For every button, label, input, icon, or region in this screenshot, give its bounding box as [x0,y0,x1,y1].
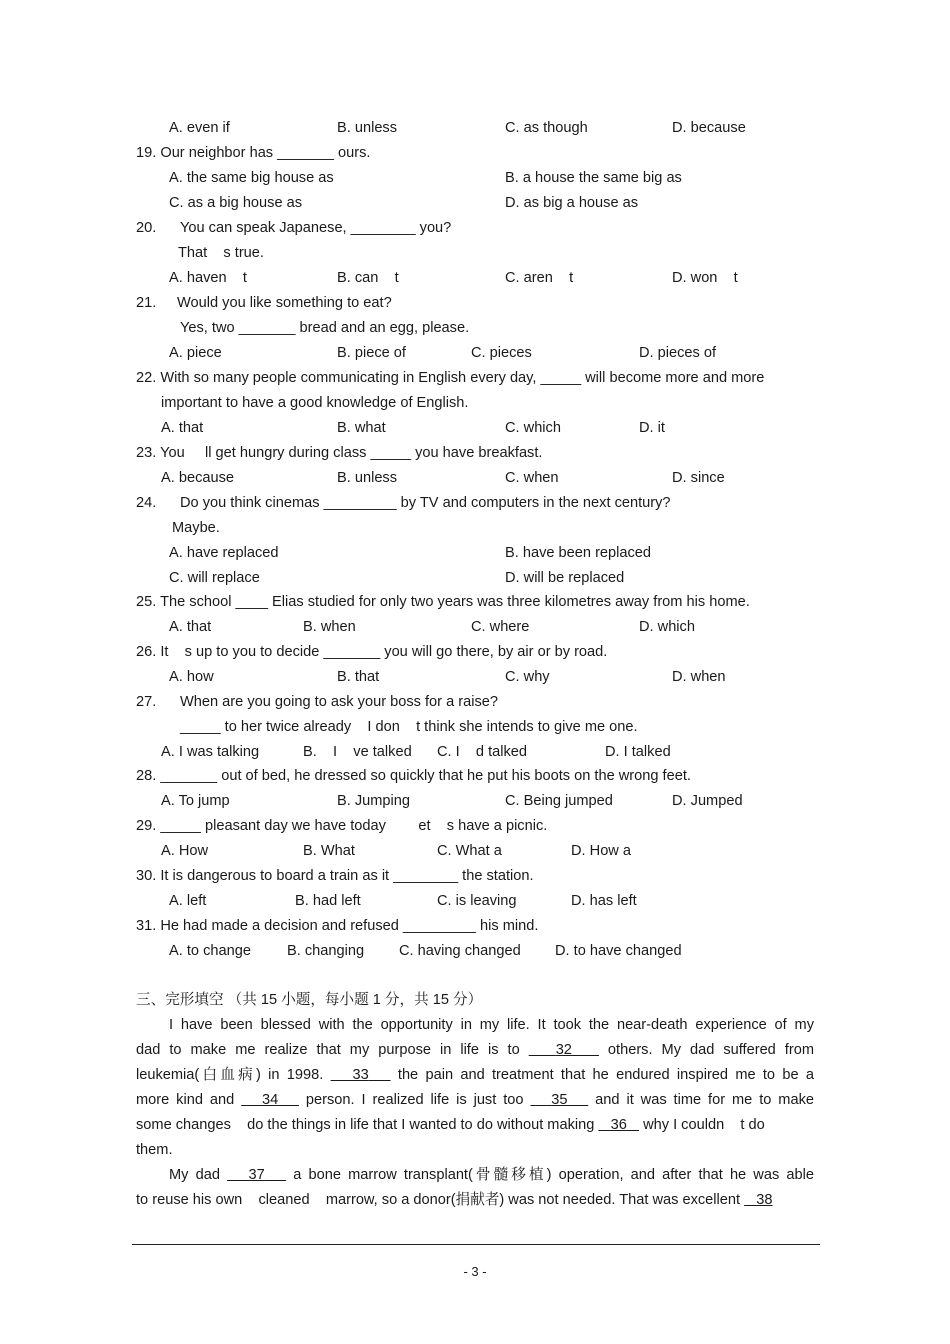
cloze-text: a bone marrow transplant(骨髓移植) operation, and after that he was able [293,1167,814,1183]
q19-option-d: D. as big a house as [505,195,639,211]
q23-option-b: B. unless [337,470,398,486]
cloze-p1-line6: them. [136,1142,173,1158]
q30-option-d: D. has left [571,893,637,909]
cloze-text: others. My dad suffered from [607,1042,814,1058]
blank-32: 32 [555,1042,572,1058]
cloze-text: leukemia(白血病) in 1998. [136,1067,324,1083]
q24-option-a: A. have replaced [169,545,279,561]
cloze-text: the pain and treatment that he endured inspired me to be a [397,1067,814,1083]
q28-option-a: A. To jump [161,793,230,809]
q21-reply: Yes, two _______ bread and an egg, please. [180,320,470,336]
blank-36: 36 [610,1117,627,1133]
q24-reply: Maybe. [172,520,220,536]
cloze-text: person. I realized life is just too [305,1092,524,1108]
q20-option-b: B. can t [337,270,399,286]
cloze-text: dad to make me realize that my purpose in life is to [136,1042,520,1058]
q30-stem: 30. It is dangerous to board a train as it ________ the station. [136,868,534,884]
q29-option-c: C. What a [437,843,502,859]
q22-option-a: A. that [161,420,204,436]
q21-number: 21. [136,295,157,311]
q24-number: 24. [136,495,157,511]
q21-stem: Would you like something to eat? [177,295,392,311]
blank-35: 35 [551,1092,568,1108]
q31-option-b: B. changing [287,943,365,959]
q28-option-d: D. Jumped [672,793,743,809]
q22-option-d: D. it [639,420,665,436]
q25-stem: 25. The school ____ Elias studied for only two years was three kilometres away from his home. [136,594,750,610]
q22-option-b: B. what [337,420,386,436]
blank-37: 37 [248,1167,265,1183]
cloze-p2-line1 [169,1166,814,1184]
cloze-p1-line4 [136,1091,814,1109]
q26-option-c: C. why [505,669,550,685]
q20-number: 20. [136,220,157,236]
blank-33: 33 [352,1067,369,1083]
q30-option-b: B. had left [295,893,361,909]
q29-option-a: A. How [161,843,209,859]
q18-option-b: B. unless [337,120,398,136]
cloze-text: and it was time for me to make [595,1092,814,1108]
cloze-text: to reuse his own cleaned marrow, so a donor(捐献者) was not needed. That was excellent [136,1192,741,1208]
q27-option-a: A. I was talking [161,744,260,760]
page-number: - 3 - [463,1264,487,1279]
q20-stem: You can speak Japanese, ________ you? [180,220,452,236]
q22-option-c: C. which [505,420,561,436]
q29-option-d: D. How a [571,843,632,859]
q30-option-a: A. left [169,893,207,909]
cloze-p1-line2 [136,1041,814,1059]
q23-option-d: D. since [672,470,725,486]
q26-option-a: A. how [169,669,214,685]
q28-stem: 28. _______ out of bed, he dressed so quickly that he put his boots on the wrong feet. [136,768,691,784]
cloze-text: why I couldn t do [643,1117,765,1133]
q25-option-d: D. which [639,619,695,635]
blank-38: 38 [756,1192,773,1208]
q19-stem: 19. Our neighbor has _______ ours. [136,145,371,161]
q25-option-b: B. when [303,619,356,635]
cloze-p2-line2 [136,1191,773,1209]
q27-reply: _____ to her twice already I don t think she intends to give me one. [180,719,638,735]
q30-option-c: C. is leaving [437,893,517,909]
q23-option-a: A. because [161,470,235,486]
cloze-text: My dad [169,1167,220,1183]
q25-option-a: A. that [169,619,212,635]
q19-option-b: B. a house the same big as [505,170,682,186]
q24-option-d: D. will be replaced [505,570,625,586]
q28-option-c: C. Being jumped [505,793,613,809]
q28-option-b: B. Jumping [337,793,411,809]
q18-option-c: C. as though [505,120,588,136]
cloze-text: more kind and [136,1092,235,1108]
q24-option-b: B. have been replaced [505,545,652,561]
q21-option-a: A. piece [169,345,222,361]
q21-option-c: C. pieces [471,345,532,361]
q20-reply: That s true. [178,245,264,261]
q20-option-c: C. aren t [505,270,574,286]
q18-option-d: D. because [672,120,746,136]
cloze-p1-line1: I have been blessed with the opportunity in my life. It took the near-death experience of my [169,1017,814,1033]
q23-stem: 23. You ll get hungry during class _____ you have breakfast. [136,445,543,461]
cloze-text: some changes do the things in life that I wanted to do without making [136,1117,595,1133]
q31-stem: 31. He had made a decision and refused _________ his mind. [136,918,539,934]
q19-option-c: C. as a big house as [169,195,303,211]
q27-option-d: D. I talked [605,744,671,760]
section-3-heading: 三、完形填空 （共 15 小题，每小题 1 分，共 15 分） [136,992,483,1008]
q31-option-c: C. having changed [399,943,521,959]
q22-stem-line2: important to have a good knowledge of English. [161,395,469,411]
blank-34: 34 [261,1092,279,1108]
q29-stem: 29. _____ pleasant day we have today et s have a picnic. [136,818,548,834]
q31-option-a: A. to change [169,943,251,959]
q27-stem: When are you going to ask your boss for a raise? [180,694,498,710]
q21-option-b: B. piece of [337,345,406,361]
q26-option-b: B. that [337,669,380,685]
q27-number: 27. [136,694,157,710]
q21-option-d: D. pieces of [639,345,717,361]
q27-option-b: B. I ve talked [303,744,412,760]
q20-option-d: D. won t [672,270,738,286]
q24-option-c: C. will replace [169,570,260,586]
q19-option-a: A. the same big house as [169,170,334,186]
cloze-p1-line3 [136,1066,814,1084]
q20-option-a: A. haven t [169,270,247,286]
q31-option-d: D. to have changed [555,943,682,959]
q18-option-a: A. even if [169,120,230,136]
q29-option-b: B. What [303,843,355,859]
q23-option-c: C. when [505,470,559,486]
q26-stem: 26. It s up to you to decide _______ you will go there, by air or by road. [136,644,608,660]
cloze-p1-line5 [136,1116,765,1134]
q22-stem-line1: 22. With so many people communicating in English every day, _____ will become more and more [136,370,765,386]
q26-option-d: D. when [672,669,726,685]
q27-option-c: C. I d talked [437,744,528,760]
q25-option-c: C. where [471,619,530,635]
q24-stem: Do you think cinemas _________ by TV and computers in the next century? [180,495,671,511]
footer-rule [132,1244,820,1245]
